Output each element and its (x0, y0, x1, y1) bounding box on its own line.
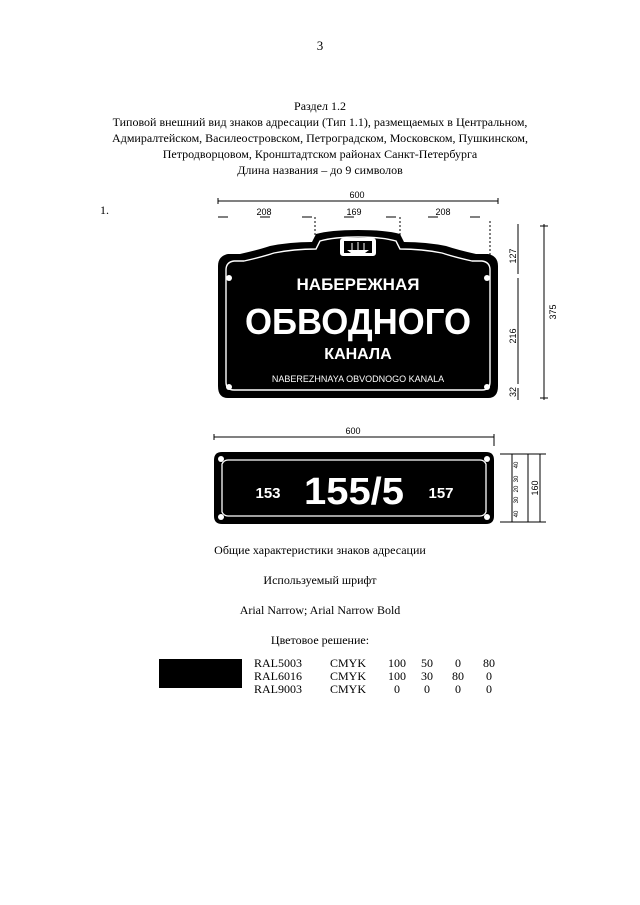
name-length-note: Длина названия – до 9 символов (237, 163, 403, 177)
dim-center: 169 (346, 207, 362, 217)
dim-house-c: 20 (514, 485, 520, 493)
street-sign-latin: NABEREZHNAYA OBVODNOGO KANALA (271, 374, 445, 384)
color-c: 100 (388, 669, 406, 683)
dim-house-width: 600 (345, 426, 361, 436)
dim-total-height: 375 (548, 304, 558, 320)
color-model: CMYK (330, 669, 367, 683)
font-value: Arial Narrow; Arial Narrow Bold (239, 603, 401, 617)
color-ral: RAL6016 (254, 669, 302, 683)
font-label: Используемый шрифт (263, 573, 377, 587)
section-header (0, 98, 640, 178)
dim-house-d: 30 (514, 496, 520, 504)
section-description-line1: Типовой внешний вид знаков адресации (Тип 1.1), размещаемых в Центральном, (112, 115, 528, 129)
house-sign-main-number: 155/5 (304, 471, 404, 513)
color-m: 0 (424, 682, 430, 696)
color-y: 0 (455, 682, 461, 696)
general-characteristics-title: Общие характеристики знаков адресации (214, 543, 426, 557)
color-row (254, 683, 504, 696)
color-k: 0 (486, 669, 492, 683)
color-c: 0 (394, 682, 400, 696)
dim-house-height: 160 (530, 480, 540, 496)
dim-left: 208 (256, 207, 272, 217)
ship-emblem-icon (340, 238, 376, 256)
color-table (254, 657, 504, 696)
color-model: CMYK (330, 682, 367, 696)
section-title: Раздел 1.2 (294, 99, 346, 113)
street-sign-line1: НАБЕРЕЖНАЯ (296, 275, 420, 294)
street-sign-line3: КАНАЛА (324, 346, 392, 363)
street-sign-line2: ОБВОДНОГО (245, 301, 471, 342)
house-sign-next-number: 157 (428, 485, 454, 502)
color-model: CMYK (330, 656, 367, 670)
dim-top-height: 127 (508, 248, 518, 264)
dim-house-e: 40 (514, 510, 520, 518)
dim-mid-height: 216 (508, 328, 518, 344)
dim-house-b: 30 (514, 475, 520, 483)
house-number-sign-drawing (200, 424, 560, 536)
house-sign-prev-number: 153 (255, 485, 281, 502)
street-sign-drawing (200, 186, 560, 416)
color-label: Цветовое решение: (270, 633, 370, 647)
color-swatch (159, 659, 242, 688)
section-description-line3: Петродворцовом, Кронштадтском районах Санкт-Петербурга (162, 147, 478, 161)
dim-house-a: 40 (514, 461, 520, 469)
color-c: 100 (388, 656, 406, 670)
color-y: 80 (452, 669, 464, 683)
item-number: 1. (100, 203, 109, 217)
color-ral: RAL5003 (254, 656, 302, 670)
color-m: 50 (421, 656, 433, 670)
dim-total-width: 600 (349, 190, 365, 200)
color-y: 0 (455, 656, 461, 670)
dim-bottom-height: 32 (508, 386, 518, 398)
dim-right: 208 (435, 207, 451, 217)
color-m: 30 (421, 669, 433, 683)
section-description-line2: Адмиралтейском, Василеостровском, Петроградском, Московском, Пушкинском, (112, 131, 528, 145)
color-k: 0 (486, 682, 492, 696)
page-number: 3 (316, 38, 324, 53)
color-k: 80 (483, 656, 495, 670)
color-ral: RAL9003 (254, 682, 302, 696)
